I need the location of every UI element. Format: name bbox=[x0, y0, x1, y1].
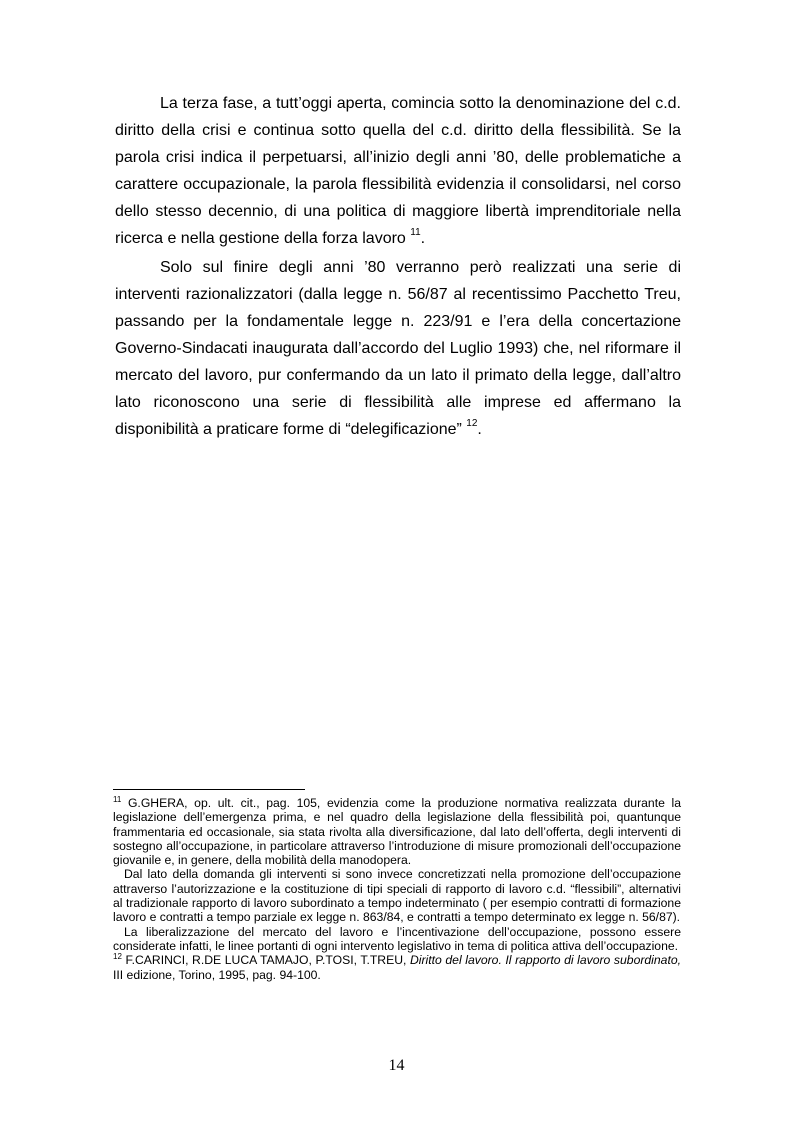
paragraph-1 bbox=[115, 90, 681, 252]
footnote-12-rest: III edizione, Torino, 1995, pag. 94-100. bbox=[113, 967, 321, 982]
paragraph-2-end: . bbox=[477, 421, 482, 438]
paragraph-1-end: . bbox=[420, 230, 426, 247]
footnote-12-title: Diritto del lavoro. Il rapporto di lavoro subordinato, bbox=[409, 953, 681, 968]
footnote-11-paragraph-3: La liberalizzazione del mercato del lavoro e l’incentivazione dell’occupazione, possono essere considerate infatti, le linee portanti di ogni intervento legislativo in tema di politica attiva dell’occupazione. bbox=[113, 924, 681, 953]
footnote-11-text: G.GHERA, op. ult. cit., pag. 105, evidenzia come la produzione normativa realizzata durante la legislazione dell’emergenza prima, e nel quadro della legislazione della flessibilità poi, quantunque frammentaria ed occasionale, sia stata rivolta alla diversificazione, dal lato dell’offerta, degli interventi di sostegno all’occupazione, in particolare attraverso l’introduzione di misure promozionali dell’occupazione giovanile e, in genere, della mobilità della manodopera. bbox=[113, 796, 681, 868]
footnote-11-paragraph-2: Dal lato della domanda gli interventi si sono invece concretizzati nella promozione dell’occupazione attraverso l’autorizzazione e la costituzione di tipi speciali di rapporto di lavoro c.d. “flessibili”, alternativi al tradizionale rapporto di lavoro subordinato a tempo indeterminato ( per esempio contratti di formazione lavoro e contratti a tempo parziale ex legge n. 863/84, e contratti a tempo determinato ex legge n. 56/87). bbox=[113, 867, 681, 925]
footnote-12 bbox=[113, 953, 681, 982]
footnote-11 bbox=[113, 796, 681, 867]
footnote-ref-12[interactable]: 12 bbox=[466, 418, 478, 429]
footnote-12-authors: F.CARINCI, R.DE LUCA TAMAJO, P.TOSI, T.TREU, bbox=[121, 953, 410, 968]
paragraph-1-text: La terza fase, a tutt’oggi aperta, comincia sotto la denominazione del c.d. diritto della crisi e continua sotto quella del c.d. diritto della flessibilità. Se la parola crisi indica il perpetuarsi, all’inizio degli anni ’80, delle problematiche a carattere occupazionale, la parola flessibilità evidenzia il consolidarsi, nel corso dello stesso decennio, di una politica di maggiore libertà imprenditoriale nella ricerca e nella gestione della forza lavoro bbox=[115, 95, 681, 247]
footnotes bbox=[113, 796, 681, 982]
footnote-11-number: 11 bbox=[113, 795, 122, 804]
page-number: 14 bbox=[388, 1057, 405, 1074]
main-text bbox=[115, 90, 681, 443]
footnote-12-number: 12 bbox=[113, 952, 122, 962]
footnote-ref-11[interactable]: 11 bbox=[410, 227, 421, 238]
paragraph-2 bbox=[115, 254, 681, 443]
footnote-separator bbox=[113, 789, 305, 790]
paragraph-2-text: Solo sul finire degli anni ’80 verranno però realizzati una serie di interventi razionalizzatori (dalla legge n. 56/87 al recentissimo Pacchetto Treu, passando per la fondamentale legge n. 223/91 e l’era della concertazione Governo-Sindacati inaugurata dall’accordo del Luglio 1993) che, nel riformare il mercato del lavoro, pur confermando da un lato il primato della legge, dall’altro lato riconoscono una serie di flessibilità alle imprese ed affermano la disponibilità a praticare forme di “delegificazione” bbox=[115, 259, 681, 438]
